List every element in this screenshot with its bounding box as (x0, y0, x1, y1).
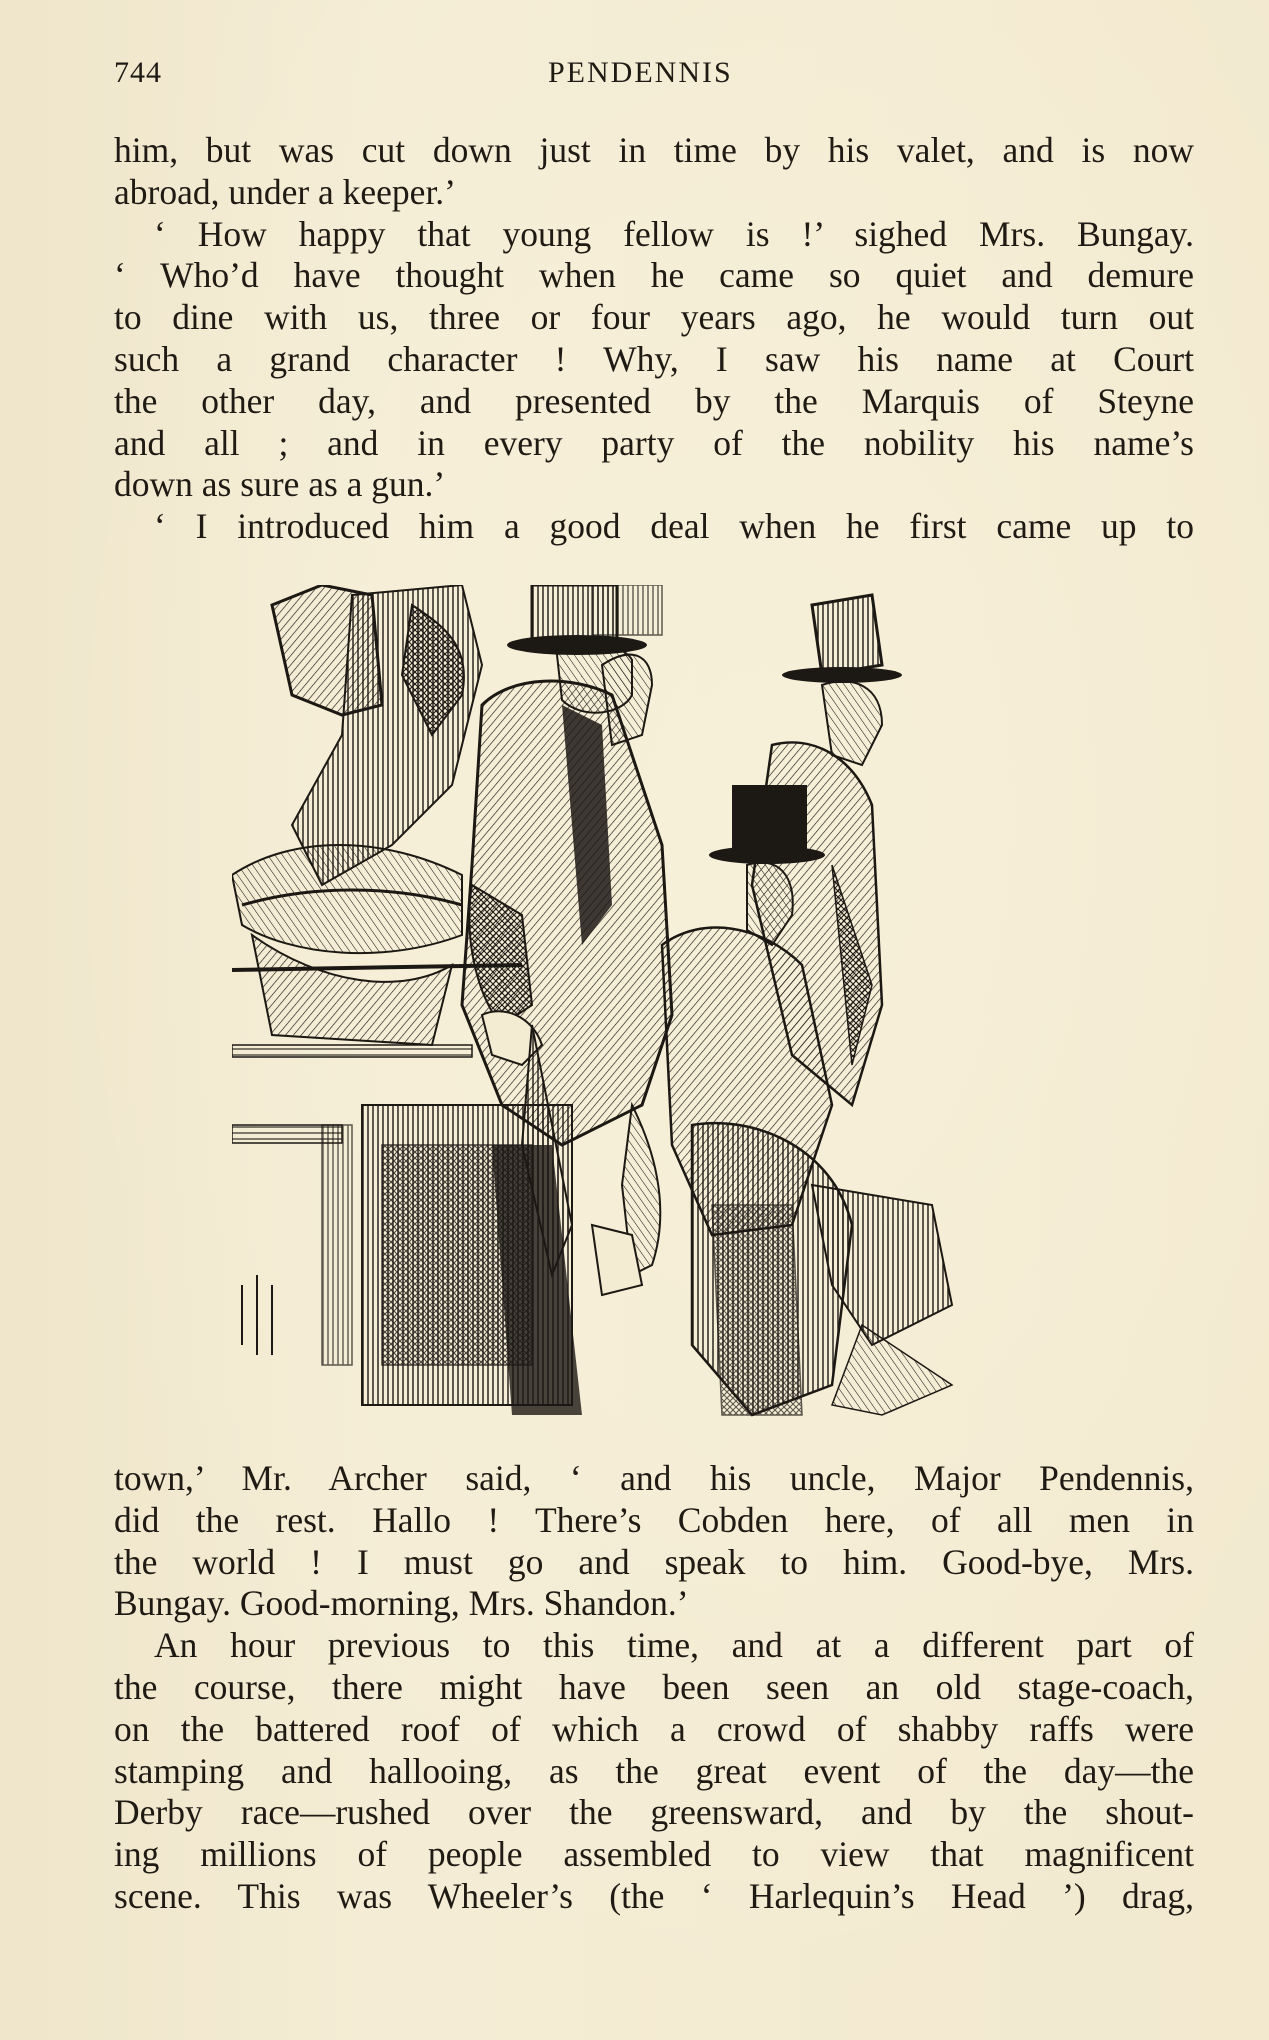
page-header (114, 56, 1194, 100)
text-line: Derby race—rushed over the greensward, and by the shout- (114, 1792, 1194, 1833)
text-line: ‘ How happy that young fellow is !’ sighed Mrs. Bungay. (154, 213, 1194, 254)
text-line: ‘ Who’d have thought when he came so quiet and demure (114, 255, 1194, 296)
text-line: did the rest. Hallo ! There’s Cobden here, of all men in (114, 1499, 1194, 1540)
text-line: the course, there might have been seen an old stage-coach, (114, 1666, 1194, 1707)
text-line: abroad, under a keeper.’ (114, 171, 456, 212)
engraving-illustration (232, 585, 1052, 1425)
text-line: the other day, and presented by the Marquis of Steyne (114, 380, 1194, 421)
text-line: scene. This was Wheeler’s (the ‘ Harlequin’s Head ’) drag, (114, 1875, 1194, 1916)
text-block-bottom (114, 1458, 1194, 1918)
text-line: on the battered roof of which a crowd of shabby raffs were (114, 1708, 1194, 1749)
text-line: Bungay. Good-morning, Mrs. Shandon.’ (114, 1583, 689, 1624)
text-block-top (114, 130, 1194, 548)
text-line: stamping and hallooing, as the great event of the day—the (114, 1750, 1194, 1791)
text-line: down as sure as a gun.’ (114, 464, 446, 505)
engraving-racegoers-illustration (232, 585, 1052, 1425)
text-line: town,’ Mr. Archer said, ‘ and his uncle, Major Pendennis, (114, 1458, 1194, 1498)
page-number: 744 (114, 56, 162, 89)
text-line: him, but was cut down just in time by his valet, and is now (114, 130, 1194, 170)
text-line: to dine with us, three or four years ago, he would turn out (114, 297, 1194, 338)
text-line: the world ! I must go and speak to him. Good-bye, Mrs. (114, 1541, 1194, 1582)
running-head: PENDENNIS (548, 56, 733, 89)
text-line: such a grand character ! Why, I saw his name at Court (114, 338, 1194, 379)
text-line: ‘ I introduced him a good deal when he first came up to (154, 506, 1194, 547)
text-line: ing millions of people assembled to view that magnificent (114, 1834, 1194, 1875)
text-line: An hour previous to this time, and at a different part of (154, 1625, 1194, 1666)
text-line: and all ; and in every party of the nobility his name’s (114, 422, 1194, 463)
